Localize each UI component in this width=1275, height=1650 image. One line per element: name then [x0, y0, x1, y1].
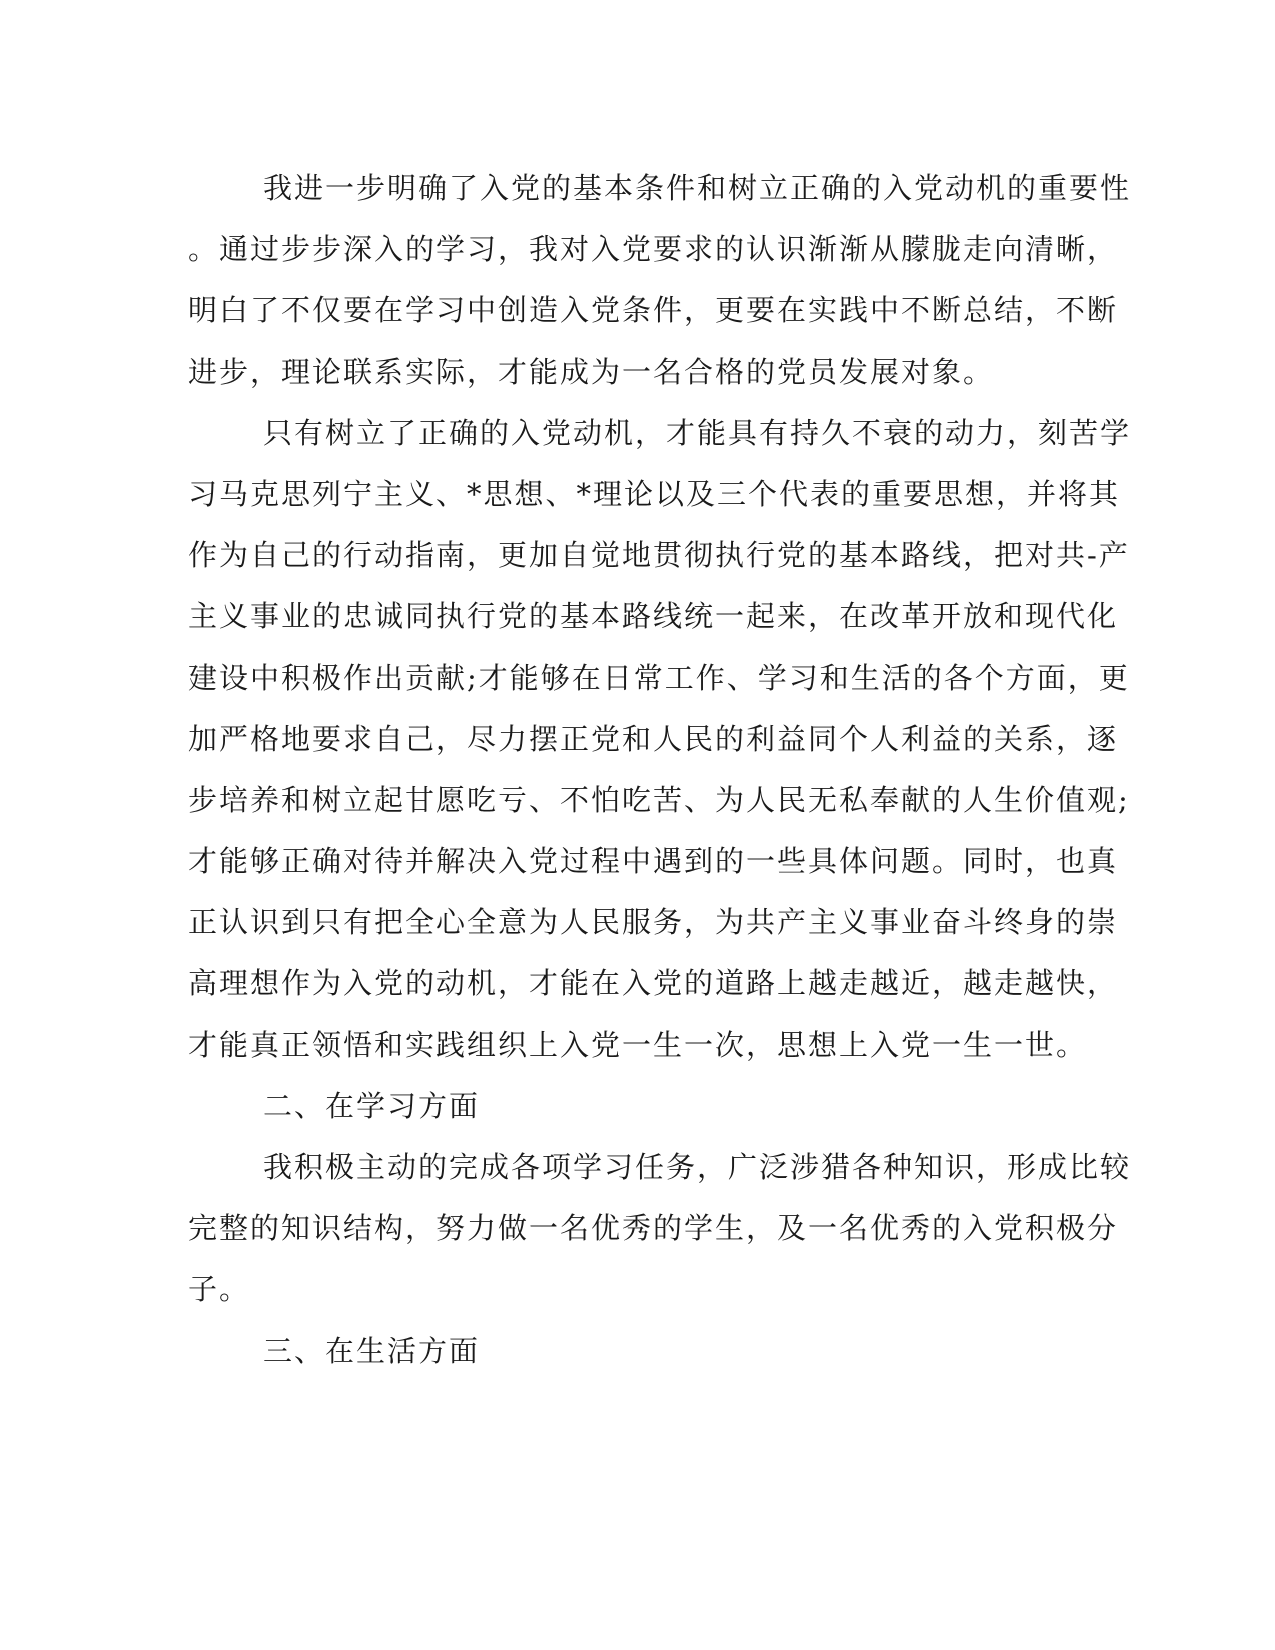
text-line: 我积极主动的完成各项学习任务，广泛涉猎各种知识，形成比较 [263, 1150, 1132, 1184]
section-heading-study [188, 1076, 1058, 1137]
text-line: 加严格地要求自己，尽力摆正党和人民的利益同个人利益的关系，逐 [188, 721, 1119, 756]
text-line: 。通过步步深入的学习，我对入党要求的认识渐渐从朦胧走向清晰， [188, 232, 1119, 267]
text-line: 进步，理论联系实际，才能成为一名合格的党员发展对象。 [188, 354, 995, 389]
section-heading: 三、在生活方面 [263, 1333, 481, 1368]
text-line: 完整的知识结构，努力做一名优秀的学生，及一名优秀的入党积极分 [188, 1211, 1119, 1246]
text-line: 建设中积极作出贡献;才能够在日常工作、学习和生活的各个方面，更 [188, 660, 1130, 695]
text-line: 正认识到只有把全心全意为人民服务，为共产主义事业奋斗终身的崇 [188, 905, 1119, 940]
text-line: 才能真正领悟和实践组织上入党一生一次，思想上入党一生一世。 [188, 1027, 1088, 1062]
text-line: 习马克思列宁主义、*思想、*理论以及三个代表的重要思想，并将其 [188, 476, 1121, 511]
paragraph-study [188, 1137, 1132, 1321]
text-line: 才能够正确对待并解决入党过程中遇到的一些具体问题。同时，也真 [188, 844, 1119, 879]
text-line: 高理想作为入党的动机，才能在入党的道路上越走越近，越走越快， [188, 966, 1119, 1001]
section-heading: 二、在学习方面 [263, 1088, 481, 1123]
text-line: 只有树立了正确的入党动机，才能具有持久不衰的动力，刻苦学 [263, 415, 1132, 450]
text-line: 主义事业的忠诚同执行党的基本路线统一起来，在改革开放和现代化 [188, 599, 1119, 634]
document-body [188, 158, 1132, 1382]
section-heading-life [188, 1321, 1058, 1382]
text-line: 子。 [188, 1272, 251, 1307]
paragraph-correct-motivation [188, 403, 1132, 1076]
text-line: 明白了不仅要在学习中创造入党条件，更要在实践中不断总结，不断 [188, 293, 1119, 328]
text-line: 步培养和树立起甘愿吃亏、不怕吃苦、为人民无私奉献的人生价值观; [188, 782, 1130, 817]
paragraph-entry-motivation [188, 158, 1132, 403]
text-line: 我进一步明确了入党的基本条件和树立正确的入党动机的重要性 [263, 171, 1132, 205]
text-line: 作为自己的行动指南，更加自觉地贯彻执行党的基本路线，把对共-产 [188, 538, 1130, 573]
